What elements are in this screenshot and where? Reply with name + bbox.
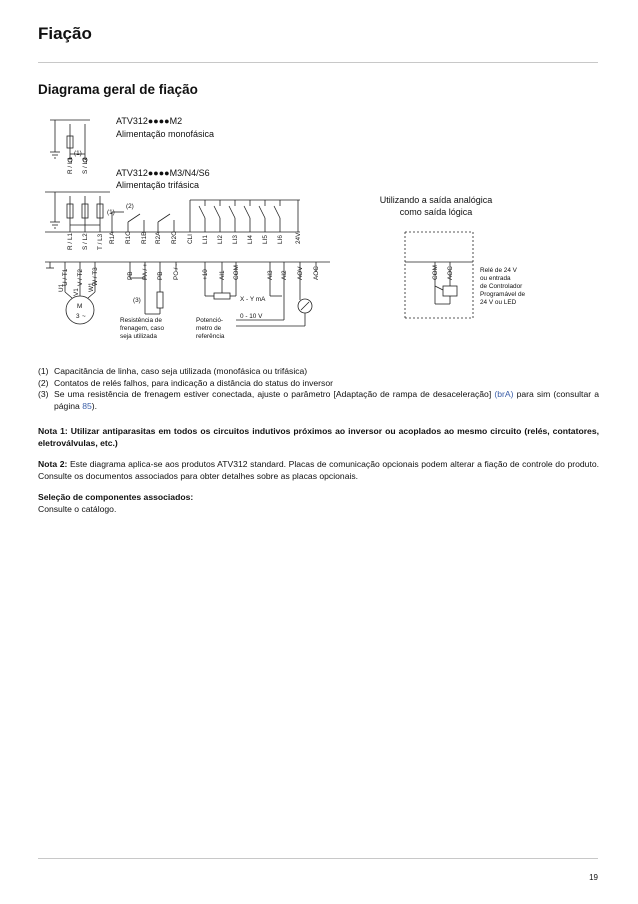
- pot-caption: metro de: [196, 325, 222, 332]
- relay-term-label: R2A: [155, 231, 162, 244]
- section-title: Diagrama geral de fiação: [38, 82, 198, 97]
- mono-model-label: ATV312●●●●M2: [116, 116, 183, 126]
- footnote: (3) Se uma resistência de frenagem estiver conectada, ajuste o parâmetro [Adaptação de rampa de desaceleração] (brA) para sim (consultar a página 85).: [38, 389, 599, 411]
- param-code: (brA): [494, 389, 514, 400]
- motor-term-label: U / T1: [62, 268, 69, 286]
- analog-term-label: AI2: [281, 270, 288, 280]
- logic-term-label: LI2: [217, 235, 224, 244]
- analog-term-label: AI1: [219, 270, 226, 280]
- tri-model-label: ATV312●●●●M3/N4/S6: [116, 168, 210, 178]
- page-number: 19: [589, 873, 598, 882]
- pot-caption: Potenció-: [196, 317, 223, 324]
- relay-term-label: R2C: [171, 231, 178, 244]
- brake-caption: Resistência de: [120, 317, 162, 324]
- footnotes: [38, 366, 599, 412]
- note-mark-1-tri: (1): [107, 209, 115, 216]
- potentiometer: [214, 293, 230, 299]
- logic-term-label: LI4: [247, 235, 254, 244]
- brake-term-label: PA / +: [142, 263, 149, 280]
- note-mark-3: (3): [133, 297, 141, 304]
- logic-term-label: LI1: [202, 235, 209, 244]
- logic-term-label: 24V: [295, 232, 302, 244]
- relay-caption: ou entrada: [480, 275, 511, 282]
- logic-term-label: LI3: [232, 235, 239, 244]
- relay-caption: 24 V ou LED: [480, 299, 517, 306]
- footer-rule: [38, 858, 598, 859]
- footnote: (2) Contatos de relés falhos, para indicação a distância do status do inversor: [38, 377, 333, 388]
- tri-desc-label: Alimentação trifásica: [116, 180, 200, 190]
- analog-term-label: AI3: [267, 270, 274, 280]
- analog-title-2: como saída lógica: [399, 207, 473, 217]
- analog-term-label: +10: [202, 269, 209, 280]
- note-1: Nota 1: Utilizar antiparasitas em todos os circuitos indutivos próximos ao inversor ou acoplados ao mesmo circuito (relés, contatores, eletroválvulas, etc.): [38, 426, 599, 449]
- logic-term-label: CLI: [187, 234, 194, 244]
- relay-term-label: R1C: [125, 231, 132, 244]
- components-text: Consulte o catálogo.: [38, 504, 117, 514]
- analog-term-label: AOV: [297, 266, 304, 280]
- motor-symbol: [66, 296, 94, 324]
- voltage-range-label: 0 - 10 V: [240, 313, 263, 320]
- motor-term-label: V / T2: [77, 269, 84, 286]
- brake-term-label: PC / -: [173, 263, 180, 280]
- svg-text:~: ~: [82, 313, 86, 320]
- analog-title-1: Utilizando a saída analógica: [379, 195, 493, 205]
- mono-term-label: R / L1: [67, 156, 74, 174]
- analog-term-label: AOC: [313, 266, 320, 280]
- relay-caption: Relé de 24 V: [480, 267, 517, 274]
- page-title: Fiação: [38, 24, 92, 43]
- current-range-label: X - Y mA: [240, 296, 266, 303]
- motor-term-label: W / T3: [92, 267, 99, 286]
- relay-term-label: R1A: [109, 231, 116, 244]
- relay-caption: Programável de: [480, 291, 526, 298]
- page-link[interactable]: 85: [82, 400, 92, 411]
- brake-caption: seja utilizada: [120, 333, 157, 340]
- note-2: Nota 2: Este diagrama aplica-se aos produtos ATV312 standard. Placas de comunicação opcionais podem alterar a fiação de controle do produto. Consulte os documentos associados para obter detalhes sobre as placas opcionais.: [38, 459, 599, 482]
- analog-term-label: COM: [233, 265, 240, 280]
- motor-winding-label: U1: [58, 283, 65, 292]
- wiring-diagram: [0, 0, 638, 360]
- brake-caption: frenagem, caso: [120, 325, 165, 332]
- logic-term-label: LI6: [277, 235, 284, 244]
- brake-resistor: [157, 292, 163, 308]
- mono-desc-label: Alimentação monofásica: [116, 129, 215, 139]
- ext-term-label: AOC: [447, 266, 454, 280]
- footnote: (1) Capacitância de linha, caso seja utilizada (monofásica ou trifásica): [38, 366, 308, 376]
- motor-phase: 3: [76, 313, 80, 320]
- tri-term-label: T / L3: [97, 233, 104, 250]
- motor-winding-label: W1: [88, 282, 95, 292]
- tri-term-label: R / L1: [67, 232, 74, 250]
- note-mark-1-mono: (1): [74, 150, 82, 157]
- relay-term-label: R1B: [141, 231, 148, 244]
- note-mark-2: (2): [126, 203, 134, 210]
- relay-coil: [443, 286, 457, 296]
- motor-letter: M: [77, 303, 83, 310]
- brake-term-label: PB: [157, 271, 164, 280]
- components-title: Seleção de componentes associados:: [38, 492, 194, 502]
- mono-term-label: S / L2: [82, 157, 89, 174]
- tri-term-label: S / L2: [82, 233, 89, 250]
- relay-caption: de Controlador: [480, 283, 523, 290]
- logic-term-label: LI5: [262, 235, 269, 244]
- motor-winding-label: V1: [73, 288, 80, 296]
- ext-term-label: COM: [432, 265, 439, 280]
- brake-term-label: PB: [127, 271, 134, 280]
- pot-caption: referência: [196, 333, 225, 340]
